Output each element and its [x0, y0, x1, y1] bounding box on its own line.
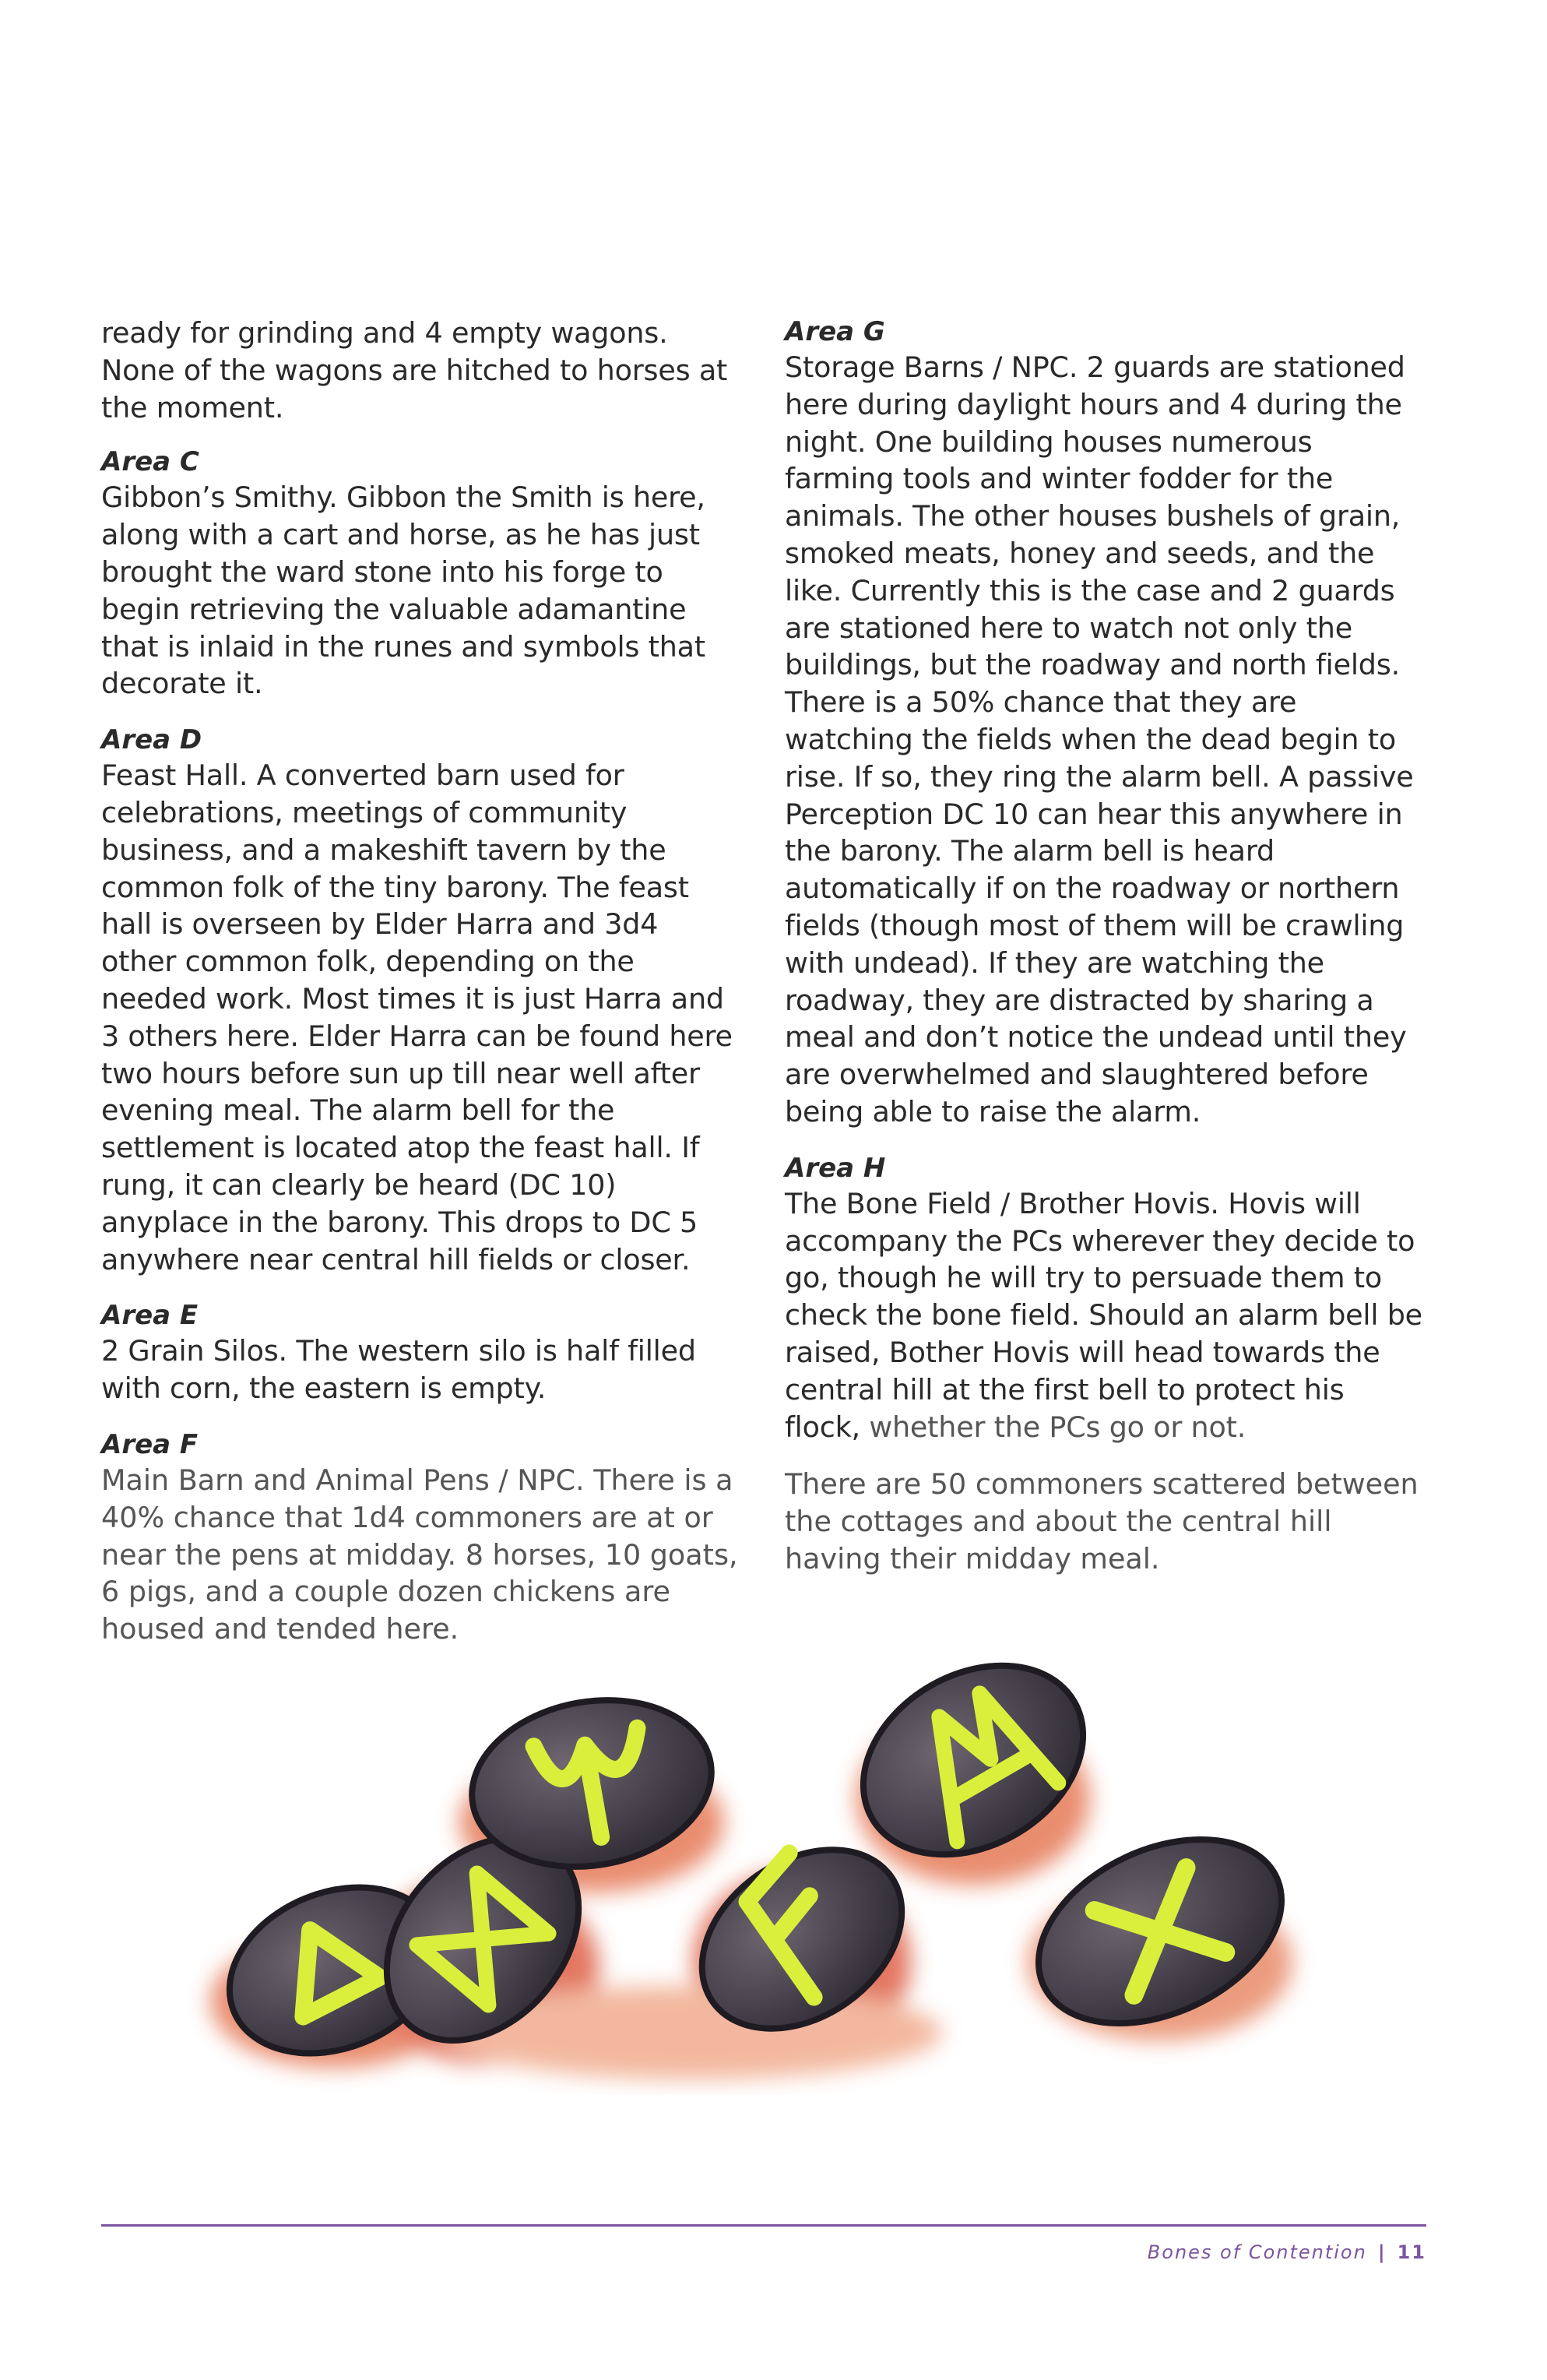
- intro-paragraph: ready for grinding and 4 empty wagons. None of the wagons are hitched to horses at the moment.: [101, 316, 728, 424]
- rune-stone-5: [829, 1628, 1117, 1892]
- area-f-section: [101, 1428, 740, 1648]
- area-e-section: [101, 1298, 740, 1407]
- area-h-section: [785, 1151, 1423, 1446]
- area-d-text: Feast Hall. A converted barn used for celebrations, meetings of community business, and a makeshift tavern by the common folk of the tiny barony. The feast hall is overseen by Elder Harra and 3d4 other common folk, depending on the needed work. Most times it is just Harra and 3 others here. Elder Harra can be found here two hours before sun up till near well after evening meal. The alarm bell for the settlement is located atop the feast hall. If rung, it can clearly be heard (DC 10) anyplace in the barony. This drops to DC 5 anywhere near central hill fields or closer.: [101, 759, 733, 1276]
- commoners-paragraph: There are 50 commoners scattered between the cottages and about the central hill having their midday meal.: [785, 1467, 1419, 1576]
- area-c-heading: Area C: [101, 446, 199, 478]
- area-h-heading: Area H: [785, 1152, 886, 1184]
- page-footer: [1148, 2241, 1426, 2263]
- area-h-text: [785, 1185, 1423, 1446]
- left-column: [101, 315, 740, 1668]
- right-column: [785, 315, 1423, 1597]
- page-number: 11: [1397, 2241, 1426, 2263]
- footer-title: Bones of Contention: [1147, 2241, 1367, 2263]
- area-g-heading: Area G: [785, 316, 885, 347]
- area-f-text: Main Barn and Animal Pens / NPC. There is a 40% chance that 1d4 commoners are at or near the pens at midday. 8 horses, 10 goats, 6 pigs, and a couple dozen chickens are housed and tended here.: [101, 1463, 738, 1646]
- footer-separator: |: [1377, 2241, 1387, 2263]
- area-c-section: [101, 445, 740, 702]
- area-h-text-dark: The Bone Field / Brother Hovis. Hovis will accompany the PCs wherever they decide to go, though he will try to persuade them to check the bone field. Should an alarm bell be raised, Bother Hovis will head towards the central hill at the first bell to protect his flock,: [785, 1186, 1422, 1444]
- rune-stones-illustration: [187, 1628, 1355, 2095]
- area-h-text-light: whether the PCs go or not.: [869, 1410, 1246, 1444]
- area-e-text: 2 Grain Silos. The western silo is half filled with corn, the eastern is empty.: [101, 1334, 696, 1406]
- area-g-section: [785, 315, 1423, 1131]
- area-e-heading: Area E: [101, 1300, 199, 1332]
- footer-rule: [101, 2224, 1426, 2227]
- area-c-text: Gibbon’s Smithy. Gibbon the Smith is here, along with a cart and horse, as he has just brought the ward stone into his forge to begin retrieving the valuable adamantine that is inlaid in the runes and symbols that decorate it.: [101, 481, 705, 701]
- area-g-text: Storage Barns / NPC. 2 guards are stationed here during daylight hours and 4 during the night. One building houses numerous farming tools and winter fodder for the animals. The other houses bushels of grain, smoked meats, honey and seeds, and the like. Currently this is the case and 2 guards are stationed here to watch not only the buildings, but the roadway and north fields. There is a 50% chance that they are watching the fields when the dead begin to rise. If so, they ring the alarm bell. A passive Perception DC 10 can hear this anywhere in the barony. The alarm bell is heard automatically if on the roadway or northern fields (though most of them will be crawling with undead). If they are watching the roadway, they are distracted by sharing a meal and don’t notice the undead until they are overwhelmed and slaughtered before being able to raise the alarm.: [785, 350, 1414, 1128]
- area-f-heading: Area F: [101, 1428, 199, 1460]
- area-d-heading: Area D: [101, 724, 202, 756]
- area-d-section: [101, 723, 740, 1278]
